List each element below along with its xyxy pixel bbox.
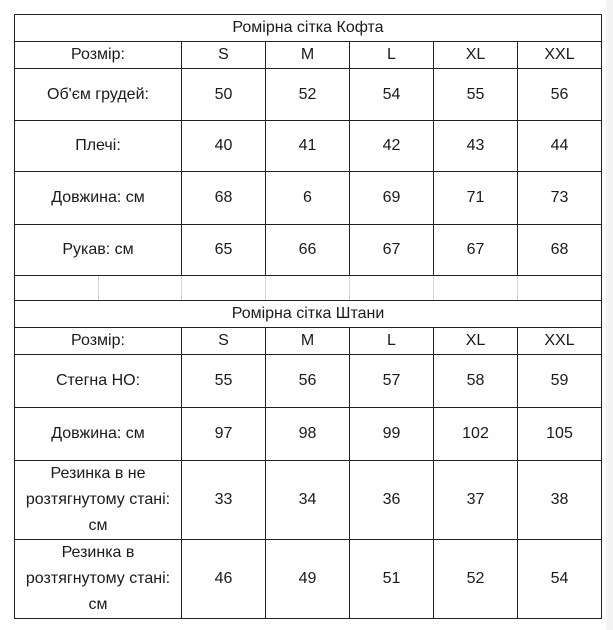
table-cell: 41 [266,121,350,172]
table-cell: 67 [350,225,434,276]
table-cell: 57 [350,355,434,408]
table-cell: 69 [350,172,434,225]
row-label: Резинка в не розтягнутому стані: см [15,461,182,540]
empty-cell [434,276,518,301]
table-cell: 43 [434,121,518,172]
table-cell: 52 [434,540,518,619]
table-cell: 54 [518,540,602,619]
empty-cell [15,276,99,301]
pants-row-hips [15,355,602,408]
jacket-header-row [15,42,602,69]
jacket-size-l: L [350,42,434,69]
table-cell: 51 [350,540,434,619]
table-cell: 67 [434,225,518,276]
table-cell: 99 [350,408,434,461]
empty-cell [266,276,350,301]
pants-title-row [15,301,602,328]
table-cell: 66 [266,225,350,276]
row-label: Довжина: см [15,408,182,461]
table-cell: 102 [434,408,518,461]
row-label: Об'єм грудей: [15,69,182,121]
pants-title: Ромірна сітка Штани [15,301,602,328]
table-cell: 36 [350,461,434,540]
row-label: Рукав: см [15,225,182,276]
pants-size-s: S [182,328,266,355]
empty-cell [182,276,266,301]
pants-size-xl: XL [434,328,518,355]
table-cell: 6 [266,172,350,225]
table-cell: 33 [182,461,266,540]
pants-size-l: L [350,328,434,355]
table-cell: 38 [518,461,602,540]
table-cell: 56 [518,69,602,121]
spacer-row [15,276,602,301]
empty-cell [99,276,182,301]
table-cell: 68 [182,172,266,225]
pants-header-label: Розмір: [15,328,182,355]
pants-size-xxl: XXL [518,328,602,355]
jacket-row-sleeve [15,225,602,276]
table-cell: 44 [518,121,602,172]
table-cell: 105 [518,408,602,461]
table-cell: 37 [434,461,518,540]
jacket-row-chest [15,69,602,121]
pants-row-waist-stretched [15,540,602,619]
jacket-row-length [15,172,602,225]
jacket-size-xxl: XXL [518,42,602,69]
jacket-size-s: S [182,42,266,69]
table-cell: 50 [182,69,266,121]
jacket-size-m: M [266,42,350,69]
row-label: Довжина: см [15,172,182,225]
table-cell: 46 [182,540,266,619]
table-cell: 98 [266,408,350,461]
table-cell: 42 [350,121,434,172]
table-cell: 97 [182,408,266,461]
empty-cell [518,276,602,301]
table-cell: 52 [266,69,350,121]
table-cell: 56 [266,355,350,408]
table-cell: 55 [182,355,266,408]
table-cell: 65 [182,225,266,276]
pants-size-m: M [266,328,350,355]
jacket-title: Ромірна сітка Кофта [15,15,602,42]
row-label: Плечі: [15,121,182,172]
jacket-row-shoulders [15,121,602,172]
jacket-size-xl: XL [434,42,518,69]
size-chart-table [14,14,602,619]
jacket-title-row [15,15,602,42]
table-cell: 49 [266,540,350,619]
row-label: Резинка в розтягнутому стані: см [15,540,182,619]
table-cell: 59 [518,355,602,408]
table-cell: 68 [518,225,602,276]
jacket-header-label: Розмір: [15,42,182,69]
table-cell: 40 [182,121,266,172]
pants-row-length [15,408,602,461]
empty-cell [350,276,434,301]
table-cell: 73 [518,172,602,225]
table-cell: 54 [350,69,434,121]
table-cell: 34 [266,461,350,540]
pants-row-waist-relaxed [15,461,602,540]
table-cell: 71 [434,172,518,225]
row-label: Стегна НО: [15,355,182,408]
pants-header-row [15,328,602,355]
table-cell: 55 [434,69,518,121]
table-cell: 58 [434,355,518,408]
